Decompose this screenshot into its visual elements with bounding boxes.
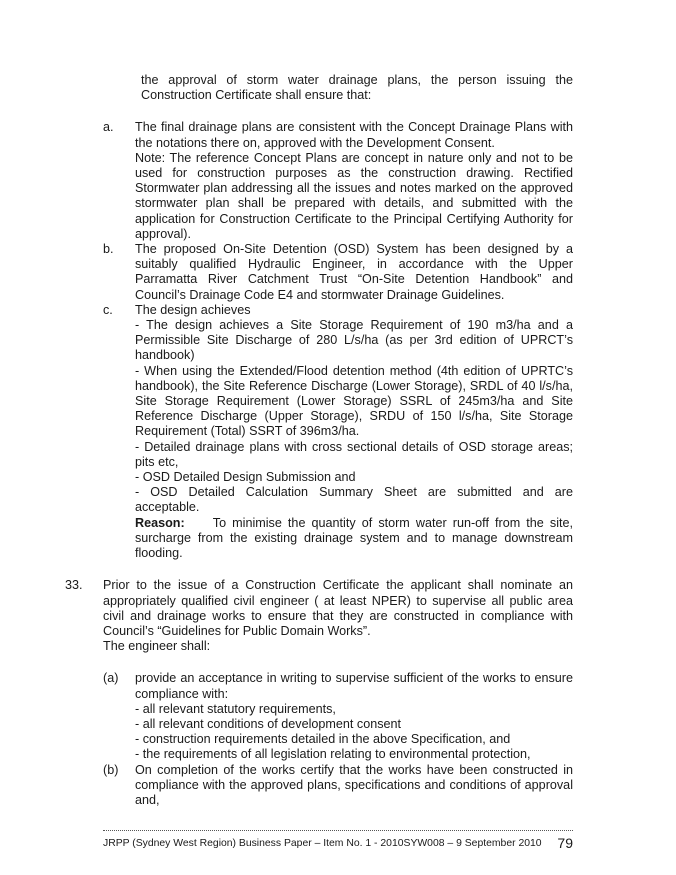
sub-a-line: - all relevant conditions of development consent — [135, 716, 402, 731]
item-c-line: - OSD Detailed Design Submission and — [135, 470, 356, 485]
condition-number: 33. — [65, 578, 83, 593]
sub-item-a — [65, 671, 573, 762]
sub-marker: (b) — [103, 762, 119, 777]
sub-a-line: - all relevant statutory requirements, — [135, 701, 336, 716]
page-content — [65, 73, 573, 808]
list-item-a — [65, 120, 573, 242]
item-c-heading: The design achieves — [135, 302, 251, 317]
sub-b-line: On completion of the works certify that the works have been constructed in compliance with the approved plans, specifications and conditions of approval and, — [135, 762, 573, 807]
sub-a-line: provide an acceptance in writing to supervise sufficient of the works to ensure compliance with: — [135, 671, 573, 701]
condition-33-text: Prior to the issue of a Construction Certificate the applicant shall nominate an appropriately qualified civil engineer ( at least NPER) to supervise all public area civil and drainage works to ensure that they are constructed in compliance with Council’s “Guidelines for Public Domain Works”. — [103, 578, 573, 638]
page-footer — [103, 835, 573, 851]
sub-a-line: - the requirements of all legislation relating to environmental protection, — [135, 747, 531, 762]
reason-text: To minimise the quantity of storm water run-off from the site, surcharge from the existing drainage system and to manage downstream flooding. — [135, 515, 573, 561]
footer-text: JRPP (Sydney West Region) Business Paper – Item No. 1 - 2010SYW008 – 9 September 2010 — [103, 838, 542, 849]
reason-label: Reason: — [135, 515, 185, 530]
list-marker: c. — [103, 302, 113, 317]
engineer-shall: The engineer shall: — [103, 639, 211, 654]
item-c-line: - When using the Extended/Flood detention method (4th edition of UPRTC’s handbook), the Site Reference Discharge (Lower Storage), SRDL of 40 l/s/ha, Site Storage Requirement (Lower Storage) SSRL of 245m3/ha and Site Reference Discharge (Upper Storage), SRDU of 150 l/s/ha, Site Storage Requirement (Total) SSRT of 396m3/ha. — [135, 363, 573, 439]
footer-divider — [103, 830, 573, 831]
reason-paragraph — [135, 516, 573, 562]
sub-marker: (a) — [103, 671, 119, 686]
item-a-text-1: The final drainage plans are consistent with the Concept Drainage Plans with the notations there on, approved with the Development Consent. — [135, 120, 573, 150]
sub-a-line: - construction requirements detailed in the above Specification, and — [135, 732, 511, 747]
item-c-line: - OSD Detailed Calculation Summary Sheet are submitted and are acceptable. — [135, 485, 573, 515]
list-item-c — [65, 303, 573, 561]
list-marker: a. — [103, 120, 114, 135]
item-a-note: Note: The reference Concept Plans are concept in nature only and not to be used for construction purposes as the construction drawing. Rectified Stormwater plan addressing all the issues and notes marked on the approved stormwater plan shall be prepared with details, and submitted with the application for Construction Certificate to the Principal Certifying Authority for approval). — [135, 150, 573, 241]
condition-33 — [65, 578, 573, 808]
item-c-line: - Detailed drainage plans with cross sectional details of OSD storage areas; pits etc, — [135, 439, 573, 469]
intro-paragraph: the approval of storm water drainage plans, the person issuing the Construction Certificate shall ensure that: — [141, 73, 573, 103]
list-marker: b. — [103, 242, 114, 257]
item-b-text: The proposed On-Site Detention (OSD) System has been designed by a suitably qualified Hydraulic Engineer, in accordance with the Upper Parramatta River Catchment Trust “On-Site Detention Handbook” and Council’s Drainage Code E4 and stormwater Drainage Guidelines. — [135, 242, 573, 302]
list-item-b — [65, 242, 573, 303]
item-c-line: - The design achieves a Site Storage Requirement of 190 m3/ha and a Permissible Site Discharge of 280 L/s/ha (as per 3rd edition of UPRCT’s handbook) — [135, 318, 573, 363]
sub-item-b — [65, 763, 573, 809]
page-number: 79 — [557, 835, 573, 851]
